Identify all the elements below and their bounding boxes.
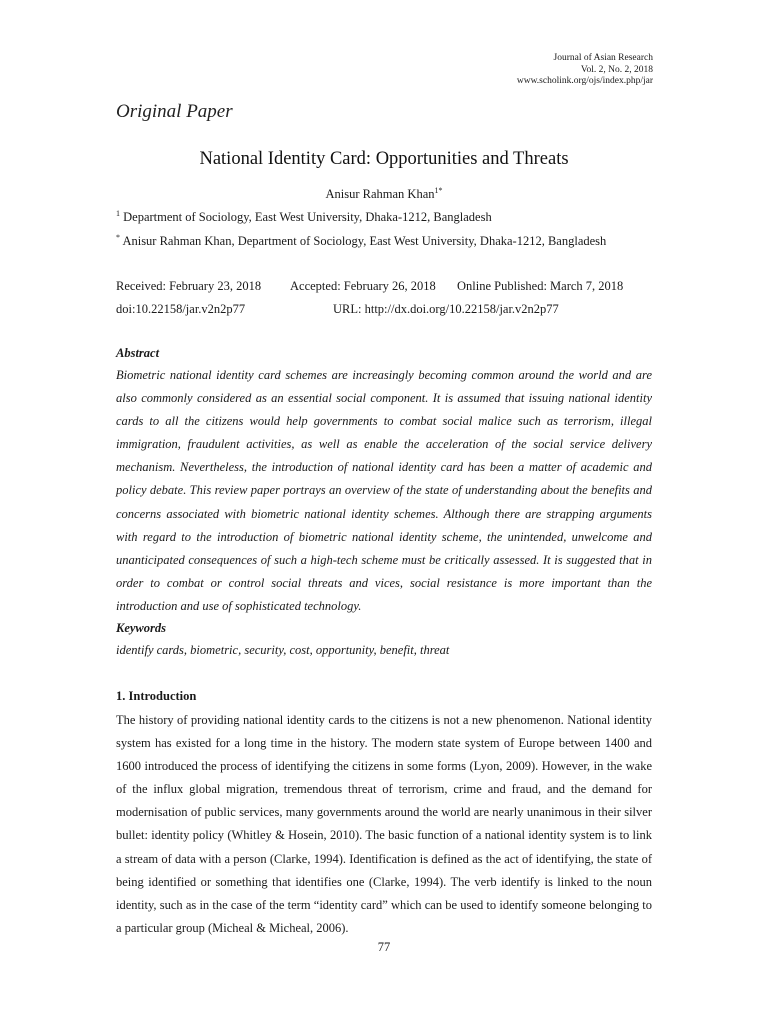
accepted-date: Accepted: February 26, 2018	[290, 279, 436, 293]
published-date: Online Published: March 7, 2018	[457, 279, 624, 293]
abstract-body: Biometric national identity card schemes are increasingly becoming common around the world and are also commonly considered as an essential social component. It is assumed that issuing national identity cards to all the citizens would help governments to combat social malice such as terrorism, illegal immigration, fraudulent activities, as well as enable the acceleration of the social service delivery mechanism. Nevertheless, the introduction of national identity card has been a matter of academic and policy debate. This review paper portrays an overview of the state of understanding about the benefits and concerns associated with biometric national identity schemes. Although there are strapping arguments with regard to the introduction of biometric national identity scheme, the unintended, unwelcome and unanticipated consequences of such a high-tech scheme must be critically assessed. It is suggested that in order to combat or control social threats and vices, social resistance is more important than the introduction and use of sophisticated technology.	[116, 368, 652, 613]
introduction-heading: 1. Introduction	[116, 689, 197, 703]
abstract-heading: Abstract	[116, 346, 160, 360]
journal-name: Journal of Asian Research	[553, 53, 653, 63]
journal-header	[517, 53, 653, 88]
introduction-section	[116, 689, 652, 940]
received-date: Received: February 23, 2018	[116, 279, 262, 293]
author-line	[0, 186, 768, 202]
paper-title: National Identity Card: Opportunities and Threats	[199, 149, 569, 169]
journal-url: www.scholink.org/ojs/index.php/jar	[516, 76, 653, 86]
affiliation-1-mark: 1	[116, 209, 120, 218]
keywords-heading: Keywords	[116, 621, 166, 635]
doi-url: URL: http://dx.doi.org/10.22158/jar.v2n2p77	[333, 302, 559, 316]
journal-volume: Vol. 2, No. 2, 2018	[580, 64, 653, 75]
affiliation-2	[116, 233, 606, 249]
keywords-body: identify cards, biometric, security, cost, opportunity, benefit, threat	[116, 643, 450, 657]
affiliation-1-text: Department of Sociology, East West University, Dhaka-1212, Bangladesh	[123, 210, 492, 225]
affiliation-2-mark: *	[116, 233, 120, 242]
doi: doi:10.22158/jar.v2n2p77	[116, 302, 246, 316]
dates-line	[116, 279, 652, 295]
author-marks: 1*	[434, 186, 443, 195]
abstract-section	[116, 346, 652, 618]
paper-type: Original Paper	[116, 101, 233, 122]
keywords-section	[116, 621, 652, 658]
author-name: Anisur Rahman Khan	[325, 187, 435, 202]
identifiers-line	[116, 302, 652, 318]
page-number: 77	[377, 940, 391, 954]
introduction-body: The history of providing national identity cards to the citizens is not a new phenomenon. National identity system has existed for a long time in the history. The modern state system of Europe between 1400 and 1600 introduced the process of identifying the citizens in some forms (Lyon, 2009). However, in the wake of the influx global migration, tremendous threat of terrorism, crime and fraud, and the demand for modernisation of public services, many governments around the world are nearly unanimous in their silver bullet: identity policy (Whitley & Hosein, 2010). The basic function of a national identity system is to link a stream of data with a person (Clarke, 1994). Identification is defined as the act of identifying, the state of being identified or something that identifies one (Clarke, 1994). The verb identify is linked to the noun identity, such as in the case of the term “identity card” which can be used to identify someone belonging to a particular group (Micheal & Micheal, 2006).	[116, 713, 652, 935]
affiliation-2-text: Anisur Rahman Khan, Department of Sociology, East West University, Dhaka-1212, Bangladesh	[122, 234, 607, 249]
affiliation-1	[116, 209, 492, 225]
